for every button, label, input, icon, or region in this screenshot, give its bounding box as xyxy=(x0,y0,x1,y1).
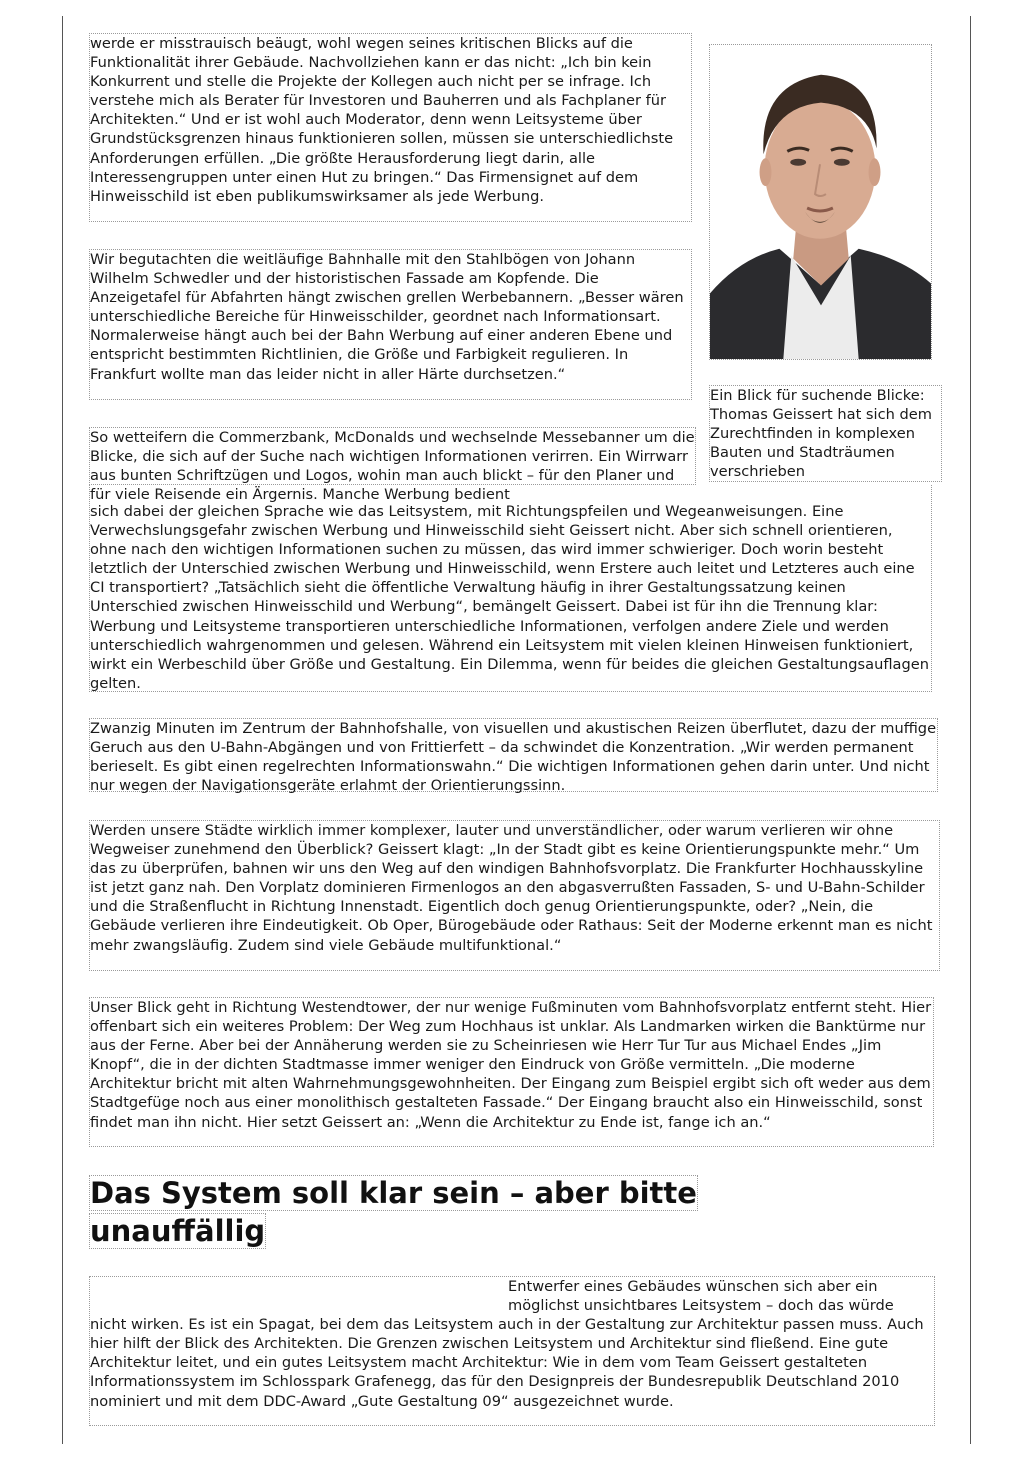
section-heading xyxy=(89,1174,789,1250)
section-heading-text: Das System soll klar sein – aber bitte unauffällig xyxy=(90,1176,697,1248)
paragraph-7: Entwerfer eines Gebäudes wünschen sich aber ein möglichst unsichtbares Leitsystem – doch das würde nicht wirken. Es ist ein Spagat, bei dem das Leitsystem auch in der Gestaltung zur Architektur passen muss. Auch hier hilft der Blick des Architekten. Die Grenzen zwischen Leitsystem und Architektur sind fließend. Eine gute Architektur leitet, und ein gutes Leitsystem macht Architektur: Wie in dem vom Team Geissert gestalteten Informationssystem im Schlosspark Grafenegg, das für den Designpreis der Bundesrepublik Deutschland 2010 nominiert und mit dem DDC-Award „Gute Gestaltung 09“ ausgezeichnet wurde. xyxy=(90,1278,924,1410)
paragraph-7-block xyxy=(89,1276,935,1426)
paragraph-2: Wir begutachten die weitläufige Bahnhalle mit den Stahlbögen von Johann Wilhelm Schwedler und der historistischen Fassade am Kopfende. Die Anzeigetafel für Abfahrten hängt zwischen grellen Werbebannern. „Besser wären unterschiedliche Bereiche für Hinweisschilder, geordnet nach Informationsart. Normalerweise hängt auch bei der Bahn Werbung auf einer anderen Ebene und entspricht bestimmten Richtlinien, die Größe und Farbigkeit regulieren. In Frankfurt wollte man das leider nicht in aller Härte durchsetzen.“ xyxy=(89,249,692,400)
paragraph-4: Zwanzig Minuten im Zentrum der Bahnhofshalle, von visuellen und akustischen Reizen überflutet, dazu der muffige Geruch aus den U-Bahn-Abgängen und von Frittierfett – da schwindet die Konzentration. „Wir werden permanent berieselt. Es gibt einen regelrechten Informationswahn.“ Die wichtigen Informationen gehen darin unter. Und nicht nur wegen der Navigationsgeräte erlahmt der Orientierungssinn. xyxy=(90,720,937,795)
image-float-placeholder xyxy=(90,1277,508,1315)
portrait-photo xyxy=(709,44,932,360)
paragraph-3-start: So wetteifern die Commerzbank, McDonalds und wechselnde Messebanner um die Blicke, die sich auf der Suche nach wichtigen Informationen verirren. Ein Wirrwarr aus bunten Schriftzügen und Logos, wohin man auch blickt – für den Planer und für viele Reisende ein Ärgernis. Manche Werbung bedient xyxy=(90,429,695,504)
right-margin-rule xyxy=(970,16,971,1444)
paragraph-5: Werden unsere Städte wirklich immer komplexer, lauter und unverständlicher, oder warum verlieren wir ohne Wegweiser zunehmend den Überblick? Geissert klagt: „In der Stadt gibt es keine Orientierungspunkte mehr.“ Um das zu überprüfen, bahnen wir uns den Weg auf den windigen Bahnhofsvorplatz. Die Frankfurter Hochhausskyline ist jetzt ganz nah. Den Vorplatz dominieren Firmenlogos an den abgasverrußten Fassaden, S- und U-Bahn-Schilder und die Straßenflucht in Richtung Innenstadt. Eigentlich doch genug Orientierungspunkte, oder? „Nein, die Gebäude verlieren ihre Eindeutigkeit. Ob Oper, Bürogebäude oder Rathaus: Seit der Moderne erkennt man es nicht mehr zwangsläufig. Zudem sind viele Gebäude multifunktional.“ xyxy=(89,820,940,971)
photo-caption: Ein Blick für suchende Blicke: Thomas Geissert hat sich dem Zurechtfinden in komplexen Bauten und Stadträumen verschrieben xyxy=(709,385,942,482)
paragraph-6: Unser Blick geht in Richtung Westendtower, der nur wenige Fußminuten vom Bahnhofsvorplatz entfernt steht. Hier offenbart sich ein weiteres Problem: Der Weg zum Hochhaus ist unklar. Als Landmarken wirken die Banktürme nur aus der Ferne. Aber bei der Annäherung werden sie zu Scheinriesen wie Herr Tur Tur aus Michael Endes „Jim Knopf“, die in der dichten Stadtmasse immer weniger den Eindruck von Größe vermitteln. „Die moderne Architektur bricht mit alten Wahrnehmungsgewohnheiten. Der Eingang zum Beispiel ergibt sich oft weder aus dem Stadtgefüge noch aus einer monolithisch gestalteten Fassade.“ Der Eingang braucht also ein Hinweisschild, sonst findet man ihn nicht. Hier setzt Geissert an: „Wenn die Architektur zu Ende ist, fange ich an.“ xyxy=(89,997,934,1147)
paragraph-3-continued: sich dabei der gleichen Sprache wie das Leitsystem, mit Richtungspfeilen und Wegeanweisungen. Eine Verwechslungsgefahr zwischen Werbung und Hinweisschild sieht Geissert nicht. Aber sich schnell orientieren, ohne nach den wichtigen Informationen suchen zu müssen, das wird immer schwieriger. Doch worin besteht letztlich der Unterschied zwischen Werbung und Hinweisschild, wenn Erstere auch leitet und Letzteres auch eine CI transportiert? „Tatsächlich sieht die öffentliche Verwaltung häufig in ihrer Gestaltungssatzung keinen Unterschied zwischen Hinweisschild und Werbung“, bemängelt Geissert. Dabei ist für ihn die Trennung klar: Werbung und Leitsysteme transportieren unterschiedliche Informationen, verfolgen andere Ziele und werden unterschiedlich wahrgenommen und gelesen. Während ein Leitsystem mit vielen kleinen Hinweisen funktioniert, wirkt ein Werbeschild über Größe und Gestaltung. Ein Dilemma, wenn für beides die gleichen Gestaltungsauflagen gelten. xyxy=(89,485,932,692)
left-margin-rule xyxy=(62,16,63,1444)
paragraph-1: werde er misstrauisch beäugt, wohl wegen seines kritischen Blicks auf die Funktionalität ihrer Gebäude. Nachvollziehen kann er das nicht: „Ich bin kein Konkurrent und stelle die Projekte der Kollegen auch nicht per se infrage. Ich verstehe mich als Berater für Investoren und Bauherren und als Fachplaner für Architekten.“ Und er ist wohl auch Moderator, denn wenn Leitsysteme über Grundstücksgrenzen hinaus funktionieren sollen, müssen sie unterschiedlichste Anforderungen erfüllen. „Die größte Herausforderung liegt darin, alle Interessengruppen unter einen Hut zu bringen.“ Das Firmensignet auf dem Hinweisschild ist eben publikumswirksamer als jede Werbung. xyxy=(89,33,692,222)
